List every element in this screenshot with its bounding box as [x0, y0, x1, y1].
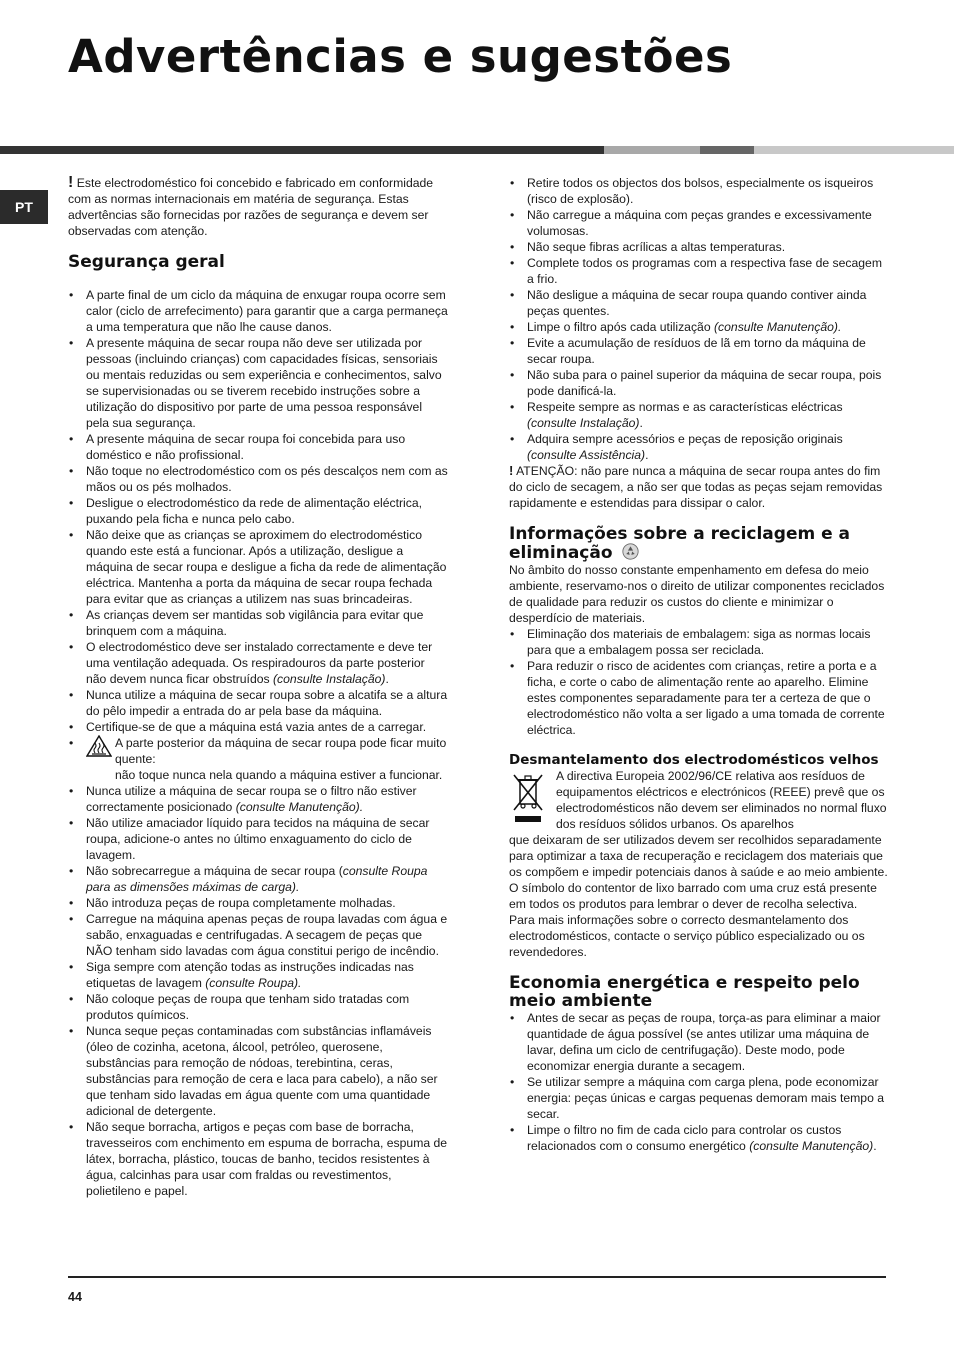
- list-item: • Respeite sempre as normas e as características eléctricas (consulte Instalação).: [509, 399, 889, 431]
- list-item: • A parte posterior da máquina de secar roupa pode ficar muito quente: não toque nunca nela quando a máquina estiver a funcionar.: [68, 735, 448, 783]
- reciclagem-list: [509, 626, 889, 738]
- reciclagem-intro: No âmbito do nosso constante empenhamento em defesa do meio ambiente, reservamo-nos o direito de utilizar componentes reciclados de qualidade para reduzir os custos do cliente e minimizar o desperdício de materiais.: [509, 563, 885, 625]
- precautions-list: [509, 175, 889, 463]
- list-item: • Adquira sempre acessórios e peças de reposição originais (consulte Assistência).: [509, 431, 889, 463]
- list-item: • Para reduzir o risco de acidentes com crianças, retire a porta e a ficha, e corte o cabo de alimentação rente ao aparelho. Elimine estes componentes separadamente para ter a certeza de que o electrodoméstico não volta a ser ligado a uma tomada de corrente eléctrica.: [509, 658, 889, 738]
- right-column: [509, 175, 889, 1154]
- left-column: [68, 175, 448, 1199]
- weee-block: [509, 768, 889, 832]
- warning-mark: !: [509, 463, 514, 478]
- list-item: • Limpe o filtro após cada utilização (consulte Manutenção).: [509, 319, 889, 335]
- list-item: • Não carregue a máquina com peças grandes e excessivamente volumosas.: [509, 207, 889, 239]
- weee-contact-paragraph: Para mais informações sobre o correcto desmantelamento dos electrodomésticos, contacte o serviço público especializado ou os revendedores.: [509, 913, 865, 959]
- intro-paragraph: ! Este electrodoméstico foi concebido e fabricado em conformidade com as normas internacionais em matéria de segurança. Estas advertências são fornecidas por razões de segurança e devem ser observadas com atenção.: [68, 174, 434, 238]
- list-item: • A presente máquina de secar roupa não deve ser utilizada por pessoas (incluindo crianças) com capacidades físicas, sensoriais ou mentais reduzidas ou sem experiência e conhecimentos, salvo se supervisionadas ou se tiverem recebido instruções sobre a utilização do dispositivo por parte de uma pessoa responsável pela sua segurança.: [68, 335, 448, 431]
- page-number: 44: [68, 1290, 82, 1304]
- list-item: • Não desligue a máquina de secar roupa quando contiver ainda peças quentes.: [509, 287, 889, 319]
- weee-paragraph-start: A directiva Europeia 2002/96/CE relativa aos resíduos de equipamentos eléctricos e electrónicos (REEE) prevê que os electrodomésticos não devem ser eliminados no normal fluxo dos resíduos sólidos urbanos. Os aparelhos: [556, 769, 887, 831]
- seguranca-list: [68, 287, 448, 1199]
- list-item: • Limpe o filtro no fim de cada ciclo para controlar os custos relacionados com o consumo energético (consulte Manutenção).: [509, 1122, 889, 1154]
- header-band-segment: [0, 146, 604, 154]
- list-item: • Não deixe que as crianças se aproximem do electrodoméstico quando este está a funcionar. Após a utilização, desligue a máquina de secar roupa e desligue a ficha da rede de alimentação eléctrica. Mantenha a porta da máquina de secar roupa fechada para evitar que as crianças a utilizem nas suas brincadeiras.: [68, 527, 448, 607]
- list-item: • Antes de secar as peças de roupa, torça-as para eliminar a maior quantidade de água possível (se antes utilizar uma máquina de lavar, defina um ciclo de centrifugação). Deste modo, pode economizar energia durante a secagem.: [509, 1010, 889, 1074]
- list-item: • Não introduza peças de roupa completamente molhadas.: [68, 895, 448, 911]
- list-item: • Não coloque peças de roupa que tenham sido tratadas com produtos químicos.: [68, 991, 448, 1023]
- list-item: • Não suba para o painel superior da máquina de secar roupa, pois pode danificá-la.: [509, 367, 889, 399]
- language-tab: PT: [0, 190, 48, 224]
- list-item: • Se utilizar sempre a máquina com carga plena, pode economizar energia: peças únicas e cargas pequenas demoram mais tempo a secar.: [509, 1074, 889, 1122]
- recycle-icon: [622, 543, 639, 560]
- list-item: • Siga sempre com atenção todas as instruções indicadas nas etiquetas de lavagem (consulte Roupa).: [68, 959, 448, 991]
- list-item: • Nunca utilize a máquina de secar roupa se o filtro não estiver correctamente posicionado (consulte Manutenção).: [68, 783, 448, 815]
- list-item: • O electrodoméstico deve ser instalado correctamente e deve ter uma ventilação adequada. Os respiradouros da parte posterior não devem nunca ficar obstruídos (consulte Instalação).: [68, 639, 448, 687]
- page-title: Advertências e sugestões: [68, 30, 733, 83]
- crossed-bin-icon: [511, 772, 545, 824]
- list-item: • Evite a acumulação de resíduos de lã em torno da máquina de secar roupa.: [509, 335, 889, 367]
- list-item: • Não seque fibras acrílicas a altas temperaturas.: [509, 239, 889, 255]
- list-item: • Não toque no electrodoméstico com os pés descalços nem com as mãos ou os pés molhados.: [68, 463, 448, 495]
- footer-rule: [68, 1276, 886, 1278]
- section-heading-desmantelamento: Desmantelamento dos electrodomésticos velhos: [509, 752, 879, 768]
- list-item: • Nunca seque peças contaminadas com substâncias inflamáveis (óleo de cozinha, acetona, álcool, petróleo, querosene, substâncias para remoção de nódoas, terebintina, ceras, substâncias para remoção de cera e laca para cabelo), a não ser que tenham sido lavadas em água quente com uma quantidade adicional de detergente.: [68, 1023, 448, 1119]
- list-item: • A parte final de um ciclo da máquina de enxugar roupa ocorre sem calor (ciclo de arrefecimento) para garantir que a carga permaneça a uma temperatura que não lhe cause danos.: [68, 287, 448, 335]
- section-heading-economia: Economia energética e respeito pelo meio ambiente: [509, 973, 860, 1011]
- section-heading-reciclagem: Informações sobre a reciclagem e a eliminação: [509, 524, 851, 563]
- section-heading-seguranca: Segurança geral: [68, 252, 225, 272]
- list-item: • Desligue o electrodoméstico da rede de alimentação eléctrica, puxando pela ficha e nunca pelo cabo.: [68, 495, 448, 527]
- list-item: • A presente máquina de secar roupa foi concebida para uso doméstico e não profissional.: [68, 431, 448, 463]
- list-item: • Complete todos os programas com a respectiva fase de secagem a frio.: [509, 255, 889, 287]
- header-band-segment: [700, 146, 754, 154]
- list-item: • Não seque borracha, artigos e peças com base de borracha, travesseiros com enchimento em espuma de borracha, espuma de látex, borracha, plástico, toucas de banho, tecidos resistentes à água, calcinhas para usar com fraldas ou revestimentos, polietileno e papel.: [68, 1119, 448, 1199]
- list-item: • Carregue na máquina apenas peças de roupa lavadas com água e sabão, enxaguadas e centrifugadas. A secagem de peças que NÃO tenham sido lavadas com água constitui perigo de incêndio.: [68, 911, 448, 959]
- attention-paragraph: ! ATENÇÃO: não pare nunca a máquina de secar roupa antes do fim do ciclo de secagem, a não ser que todas as peças sejam removidas rapidamente e estendidas para dissipar o calor.: [509, 463, 883, 510]
- list-item: • Não sobrecarregue a máquina de secar roupa (consulte Roupa para as dimensões máximas de carga).: [68, 863, 448, 895]
- header-band-segment: [754, 146, 954, 154]
- list-item: • Retire todos os objectos dos bolsos, especialmente os isqueiros (risco de explosão).: [509, 175, 889, 207]
- economia-list: [509, 1010, 889, 1154]
- list-item: • As crianças devem ser mantidas sob vigilância para evitar que brinquem com a máquina.: [68, 607, 448, 639]
- list-item: • Nunca utilize a máquina de secar roupa sobre a alcatifa se a altura do pêlo impedir a entrada do ar pela base da máquina.: [68, 687, 448, 719]
- list-item: • Eliminação dos materiais de embalagem: siga as normas locais para que a embalagem possa ser reciclada.: [509, 626, 889, 658]
- hot-surface-icon: [86, 735, 112, 757]
- list-item: • Certifique-se de que a máquina está vazia antes de a carregar.: [68, 719, 448, 735]
- header-band-segment: [604, 146, 700, 154]
- weee-paragraph-continued: que deixaram de ser utilizados devem ser recolhidos separadamente para optimizar a taxa de recuperação e reciclagem dos materiais que os compõem e impedir potenciais danos à saúde e ao meio ambiente. O símbolo do contentor de lixo barrado com uma cruz está presente em todos os produtos para lembrar o dever de recolha selectiva.: [509, 833, 888, 911]
- warning-mark: !: [68, 174, 74, 191]
- list-item: • Não utilize amaciador líquido para tecidos na máquina de secar roupa, adicione-o antes no último enxaguamento do ciclo de lavagem.: [68, 815, 448, 863]
